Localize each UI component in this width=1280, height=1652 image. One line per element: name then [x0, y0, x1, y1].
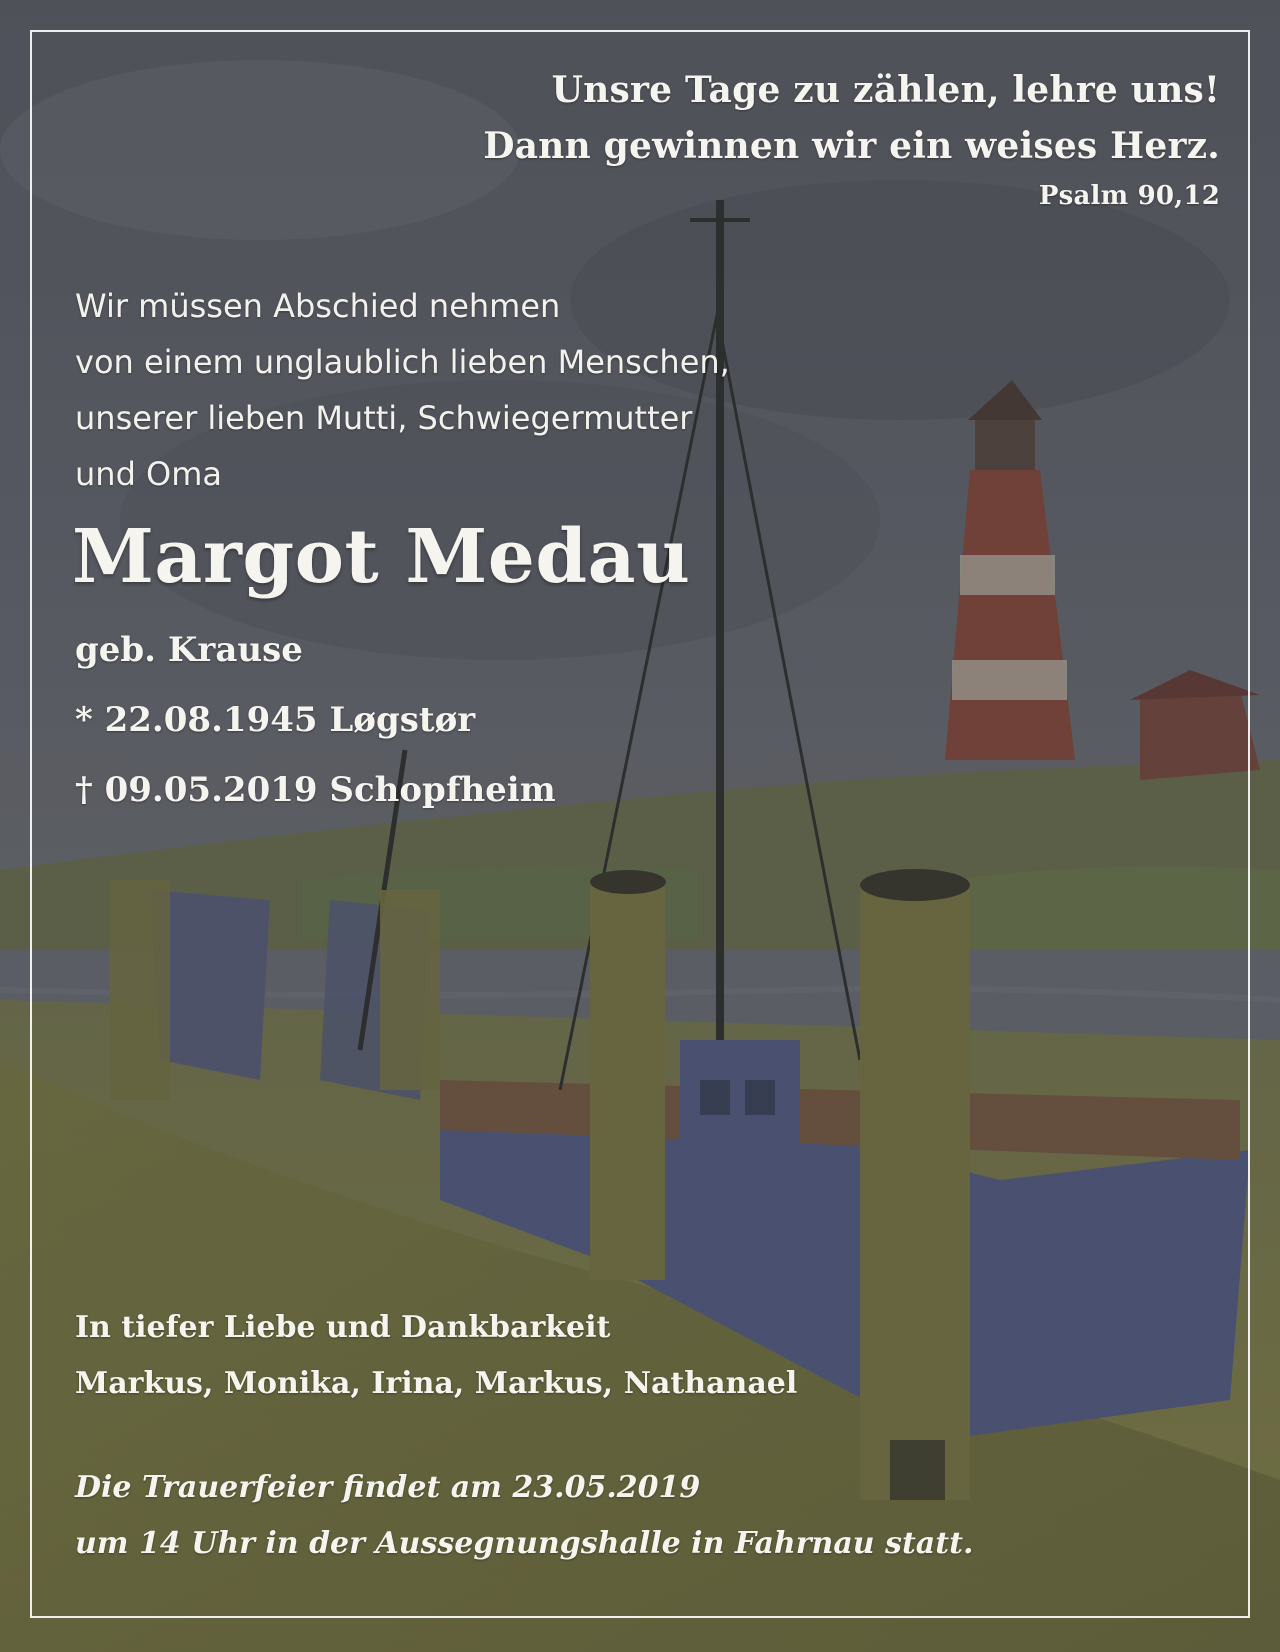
deceased-name: Margot Medau	[72, 514, 691, 600]
intro-line: und Oma	[75, 455, 223, 493]
maiden-name: geb. Krause	[75, 630, 303, 670]
bible-verse	[483, 62, 1220, 216]
verse-line-2: Dann gewinnen wir ein weises Herz.	[483, 125, 1220, 167]
service-line-2: um 14 Uhr in der Aussegnungshalle in Fahrnau statt.	[75, 1526, 974, 1561]
death-date: † 09.05.2019 Schopfheim	[75, 770, 556, 810]
life-dates	[75, 615, 556, 825]
closing-phrase: In tiefer Liebe und Dankbarkeit	[75, 1310, 611, 1345]
farewell-intro	[75, 278, 730, 502]
intro-line: von einem unglaublich lieben Menschen,	[75, 343, 730, 381]
family-names: Markus, Monika, Irina, Markus, Nathanael	[75, 1366, 798, 1401]
intro-line: Wir müssen Abschied nehmen	[75, 287, 561, 325]
service-line-1: Die Trauerfeier findet am 23.05.2019	[75, 1470, 701, 1505]
birth-date: * 22.08.1945 Løgstør	[75, 700, 476, 740]
verse-line-1: Unsre Tage zu zählen, lehre uns!	[551, 69, 1220, 111]
intro-line: unserer lieben Mutti, Schwiegermutter	[75, 399, 693, 437]
verse-reference: Psalm 90,12	[1038, 181, 1220, 211]
mourners-signature	[75, 1300, 797, 1412]
funeral-service-info	[75, 1460, 973, 1572]
